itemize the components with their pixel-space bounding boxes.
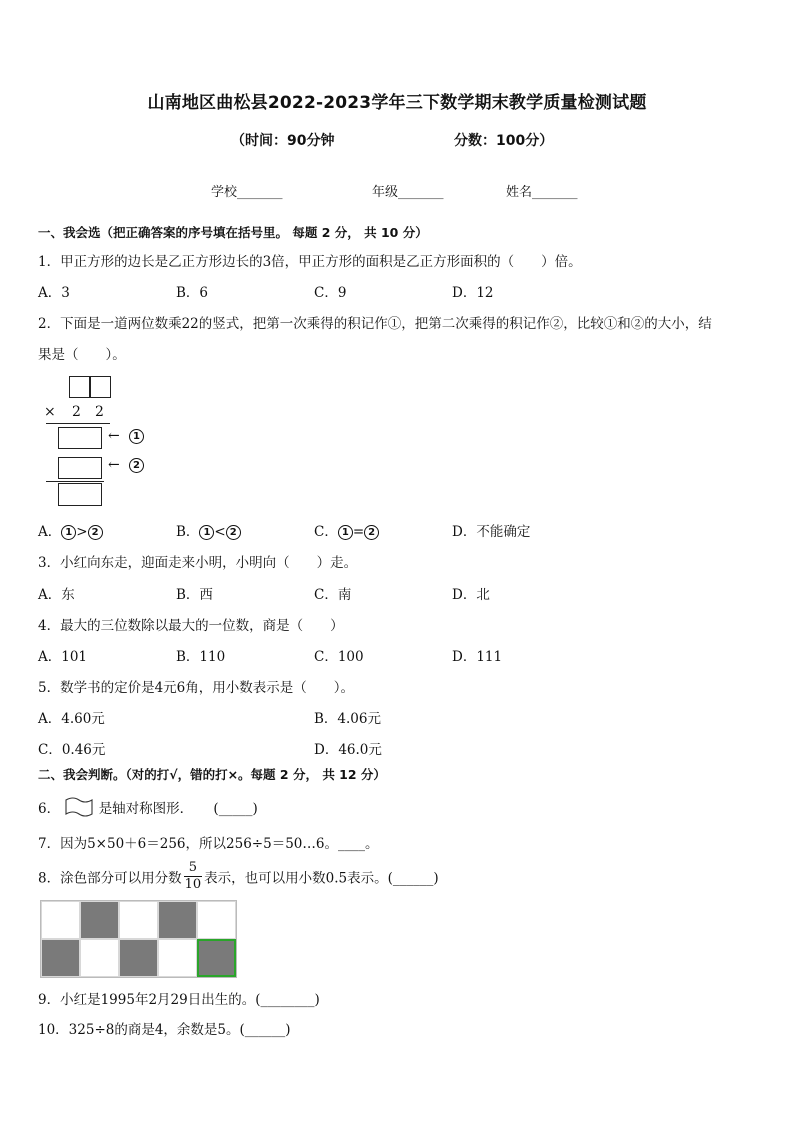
- name-field[interactable]: 姓名_______: [506, 185, 578, 200]
- fraction-numerator: 5: [184, 860, 203, 877]
- circled-1: 1: [129, 429, 144, 444]
- q5-option-d[interactable]: D．46.0元: [314, 742, 382, 758]
- digit-box-ones: [90, 376, 111, 398]
- q2-c-prefix: C．: [314, 524, 338, 540]
- circled-2: 2: [129, 458, 144, 473]
- fraction: [184, 860, 203, 893]
- question-3: 3．小红向东走，迎面走来小明，小明向（ ）走。: [38, 555, 358, 571]
- circled-2-c: 2: [364, 525, 379, 540]
- circled-1-c: 1: [338, 525, 353, 540]
- circled-1-b: 1: [199, 525, 214, 540]
- q2-option-d[interactable]: D．不能确定: [452, 524, 531, 540]
- grid-cell: [80, 939, 119, 977]
- q2-b-prefix: B．: [176, 524, 200, 540]
- question-10: 10．325÷8的商是4，余数是5。(______): [38, 1022, 291, 1038]
- grid-cell-selected[interactable]: [197, 939, 236, 977]
- exam-score: 分数：100分）: [454, 133, 554, 149]
- question-2-cont: 果是（ ）。: [38, 347, 126, 363]
- grid-cell: [119, 901, 158, 939]
- shading-grid: [40, 900, 237, 978]
- q2-option-a[interactable]: [38, 520, 103, 540]
- q3-option-a[interactable]: A．东: [38, 587, 75, 603]
- circled-1-a: 1: [61, 525, 76, 540]
- q2-option-c[interactable]: [314, 520, 379, 540]
- multiplier-tens: 2: [72, 404, 81, 420]
- grade-field[interactable]: 年级_______: [372, 185, 444, 200]
- grid-cell-shaded: [80, 901, 119, 939]
- grid-cell-shaded: [41, 939, 80, 977]
- grid-cell: [158, 939, 197, 977]
- fraction-denominator: 10: [184, 877, 202, 892]
- q2-option-b[interactable]: [176, 520, 241, 540]
- grid-cell-shaded: [158, 901, 197, 939]
- q2-a-op: >: [76, 524, 88, 540]
- q5-option-a[interactable]: A．4.60元: [38, 711, 105, 727]
- question-6: [38, 797, 258, 817]
- q8-prefix: 8．涂色部分可以用分数: [38, 870, 182, 887]
- q3-option-b[interactable]: B．西: [176, 587, 213, 603]
- question-5: 5．数学书的定价是4元6角，用小数表示是（ ）。: [38, 680, 355, 696]
- times-sign: ×: [44, 404, 56, 420]
- school-field[interactable]: 学校_______: [211, 185, 283, 200]
- q6-number: 6．: [38, 801, 61, 817]
- question-4: 4．最大的三位数除以最大的一位数，商是（ ）: [38, 618, 344, 634]
- digit-box-tens: [69, 376, 90, 398]
- q1-option-a[interactable]: A．3: [38, 285, 70, 301]
- circled-2-b: 2: [226, 525, 241, 540]
- q1-option-b[interactable]: B．6: [176, 285, 209, 301]
- section-2-heading: 二、我会判断。（对的打√，错的打×。每题 2 分， 共 12 分）: [38, 767, 386, 782]
- question-7: 7．因为5×50＋6＝256，所以256÷5＝50…6。____。: [38, 836, 379, 852]
- second-rule: [46, 481, 104, 482]
- q5-option-b[interactable]: B．4.06元: [314, 711, 381, 727]
- q2-c-op: =: [352, 524, 365, 540]
- q8-suffix: 表示，也可以用小数0.5表示。(______): [204, 870, 439, 887]
- exam-time: （时间：90分钟: [231, 133, 335, 149]
- q3-option-c[interactable]: C．南: [314, 587, 352, 603]
- arrow-1: ←: [108, 428, 120, 444]
- q2-b-op: <: [214, 524, 226, 540]
- partial-product-1-box: [58, 427, 102, 449]
- q1-option-d[interactable]: D．12: [452, 285, 494, 301]
- q6-text: 是轴对称图形． (_____): [98, 801, 258, 817]
- question-1: 1．甲正方形的边长是乙正方形边长的3倍，甲正方形的面积是乙正方形面积的（ ）倍。: [38, 254, 582, 270]
- q4-option-b[interactable]: B．110: [176, 649, 226, 665]
- multiplier-ones: 2: [95, 404, 104, 420]
- first-rule: [46, 423, 110, 424]
- grid-cell: [41, 901, 80, 939]
- question-8: [38, 860, 439, 893]
- q3-option-d[interactable]: D．北: [452, 587, 490, 603]
- q5-option-c[interactable]: C．0.46元: [38, 742, 106, 758]
- grid-cell-shaded: [119, 939, 158, 977]
- q4-option-d[interactable]: D．111: [452, 649, 503, 665]
- q1-option-c[interactable]: C．9: [314, 285, 347, 301]
- section-1-heading: 一、我会选（把正确答案的序号填在括号里。 每题 2 分， 共 10 分）: [38, 225, 428, 240]
- grid-cell: [197, 901, 236, 939]
- arrow-2: ←: [108, 457, 120, 473]
- partial-product-2-box: [58, 457, 102, 479]
- q4-option-a[interactable]: A．101: [38, 649, 88, 665]
- question-9: 9．小红是1995年2月29日出生的。(________): [38, 992, 320, 1008]
- question-2: 2．下面是一道两位数乘22的竖式，把第一次乘得的积记作①，把第二次乘得的积记作②，比较①和②的大小，结: [38, 316, 712, 332]
- q2-a-prefix: A．: [38, 524, 62, 540]
- circled-2-a: 2: [88, 525, 103, 540]
- q4-option-c[interactable]: C．100: [314, 649, 364, 665]
- flag-shape-icon: [64, 797, 94, 817]
- page-title: 山南地区曲松县2022-2023学年三下数学期末教学质量检测试题: [147, 93, 647, 113]
- product-box: [58, 483, 102, 506]
